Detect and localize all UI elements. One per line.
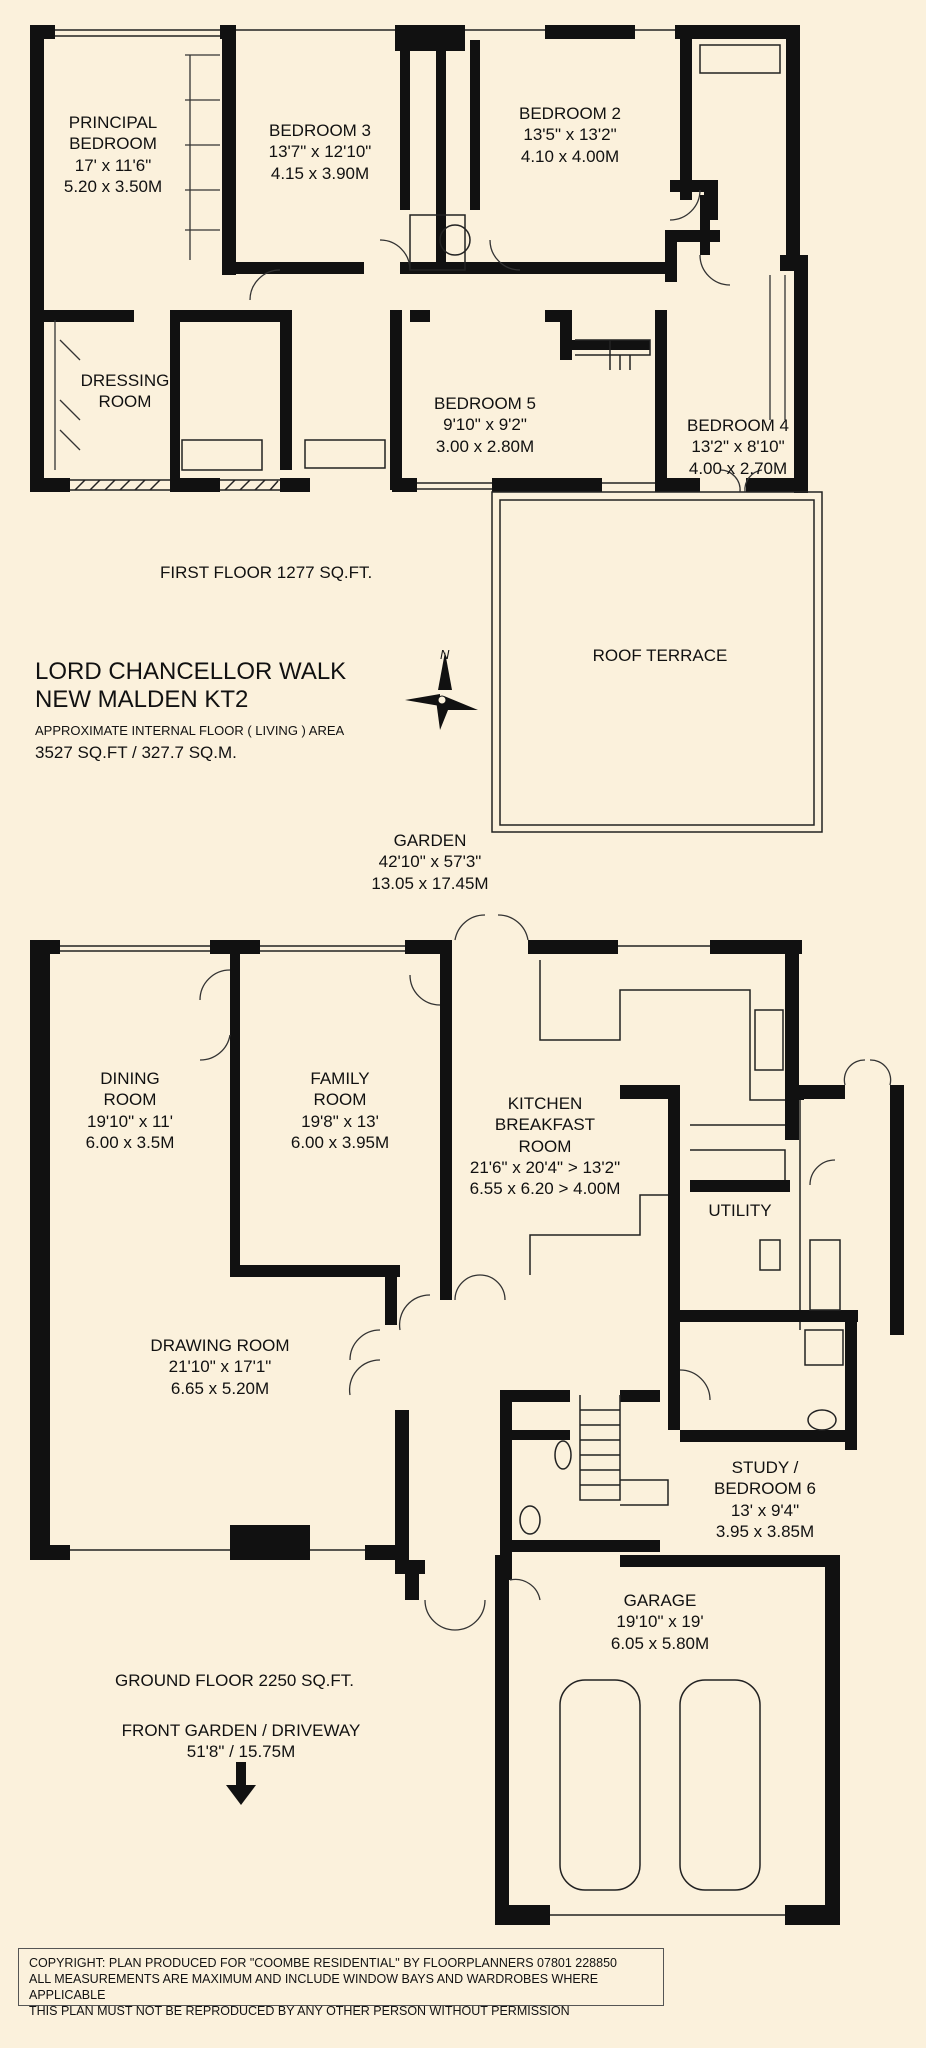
compass-north-label: N: [440, 647, 450, 662]
room-size-imperial: 21'6" x 20'4" > 13'2": [469, 1157, 621, 1177]
room-size-metric: 6.00 x 3.5M: [85, 1132, 175, 1152]
room-size-metric: 4.10 x 4.00M: [520, 146, 620, 166]
copyright-line: COPYRIGHT: PLAN PRODUCED FOR "COOMBE RESIDENTIAL" BY FLOORPLANNERS 07801 228850: [29, 1956, 617, 1970]
room-kitchen-breakfast: [450, 1093, 640, 1199]
room-name: BEDROOM 4: [686, 416, 790, 435]
roof-terrace-label: ROOF TERRACE: [592, 646, 728, 665]
room-utility: UTILITY: [708, 1201, 772, 1220]
room-study-bedroom-6: [690, 1457, 840, 1542]
room-size-imperial: 21'10" x 17'1": [168, 1357, 272, 1377]
room-name: ROOM: [98, 392, 152, 412]
room-name: BEDROOM 2: [518, 104, 622, 123]
room-size-imperial: 19'10" x 19': [616, 1612, 704, 1632]
room-name: ROOM: [313, 1090, 367, 1110]
room-size-imperial: 13'7" x 12'10": [268, 142, 372, 162]
room-name: FAMILY: [310, 1069, 370, 1088]
room-size-metric: 6.65 x 5.20M: [170, 1378, 270, 1398]
room-name: BEDROOM 3: [268, 121, 372, 140]
room-size-imperial: 19'8" x 13': [301, 1111, 379, 1131]
room-size-metric: 3.00 x 2.80M: [435, 436, 535, 456]
copyright-line: THIS PLAN MUST NOT BE REPRODUCED BY ANY OTHER PERSON WITHOUT PERMISSION: [29, 2004, 570, 2018]
area-value: 3527 SQ.FT / 327.7 SQ.M.: [35, 743, 237, 762]
room-size-imperial: 17' x 11'6": [74, 155, 152, 175]
ground-floor-area-label: GROUND FLOOR 2250 SQ.FT.: [115, 1671, 354, 1690]
room-garage: [580, 1590, 740, 1654]
room-name: BEDROOM: [69, 134, 157, 154]
room-name: KITCHEN: [507, 1094, 583, 1113]
room-size-metric: 4.00 x 2.70M: [688, 458, 788, 478]
room-bedroom-2: [485, 103, 655, 167]
room-size-metric: 6.00 x 3.95M: [290, 1132, 390, 1152]
front-garden-size: 51'8" / 15.75M: [186, 1742, 296, 1762]
garden-name: GARDEN: [393, 831, 467, 850]
garden-size-imperial: 42'10" x 57'3": [378, 852, 482, 872]
room-size-imperial: 9'10" x 9'2": [443, 415, 527, 435]
first-floor-area-label: FIRST FLOOR 1277 SQ.FT.: [160, 563, 373, 582]
room-principal-bedroom: [48, 112, 178, 197]
copyright-notice: [18, 1948, 664, 2018]
room-bedroom-3: [240, 120, 400, 184]
room-name: ROOM: [518, 1136, 572, 1156]
room-name: PRINCIPAL: [68, 113, 158, 132]
room-size-metric: 4.15 x 3.90M: [270, 163, 370, 183]
room-size-metric: 6.05 x 5.80M: [610, 1633, 710, 1653]
ground-floor-walls: [30, 915, 904, 1925]
garden-label: [330, 830, 530, 894]
room-size-metric: 5.20 x 3.50M: [63, 176, 163, 196]
property-location: NEW MALDEN KT2: [35, 686, 249, 713]
room-family: [260, 1068, 420, 1153]
room-name: BEDROOM 5: [433, 394, 537, 413]
room-name: GARAGE: [623, 1591, 697, 1610]
compass-rose: [405, 652, 478, 730]
room-name: DRESSING: [80, 371, 170, 390]
room-bedroom-4: [678, 415, 798, 479]
room-dining: [60, 1068, 200, 1153]
property-name: LORD CHANCELLOR WALK: [35, 658, 347, 685]
room-size-imperial: 13' x 9'4": [730, 1500, 800, 1520]
room-bedroom-5: [410, 393, 560, 457]
front-garden-label: [100, 1720, 382, 1763]
room-size-imperial: 13'5" x 13'2": [523, 125, 617, 145]
room-name: DINING: [100, 1069, 160, 1088]
room-dressing: [70, 370, 180, 413]
room-drawing: [120, 1335, 320, 1399]
room-name: BREAKFAST: [494, 1115, 596, 1135]
room-name: STUDY /: [731, 1458, 799, 1477]
room-name: ROOM: [103, 1090, 157, 1110]
room-name: DRAWING ROOM: [150, 1336, 290, 1355]
room-size-imperial: 19'10" x 11': [87, 1111, 173, 1131]
copyright-line: ALL MEASUREMENTS ARE MAXIMUM AND INCLUDE WINDOW BAYS AND WARDROBES WHERE APPLICABLE: [29, 1972, 599, 2002]
area-caption: APPROXIMATE INTERNAL FLOOR ( LIVING ) AREA: [35, 723, 345, 738]
room-size-metric: 3.95 x 3.85M: [715, 1521, 815, 1541]
room-size-imperial: 13'2" x 8'10": [691, 437, 785, 457]
front-garden-name: FRONT GARDEN / DRIVEWAY: [121, 1721, 361, 1740]
room-name: BEDROOM 6: [713, 1479, 817, 1499]
room-size-metric: 6.55 x 6.20 > 4.00M: [469, 1179, 621, 1198]
garden-size-metric: 13.05 x 17.45M: [371, 873, 489, 893]
